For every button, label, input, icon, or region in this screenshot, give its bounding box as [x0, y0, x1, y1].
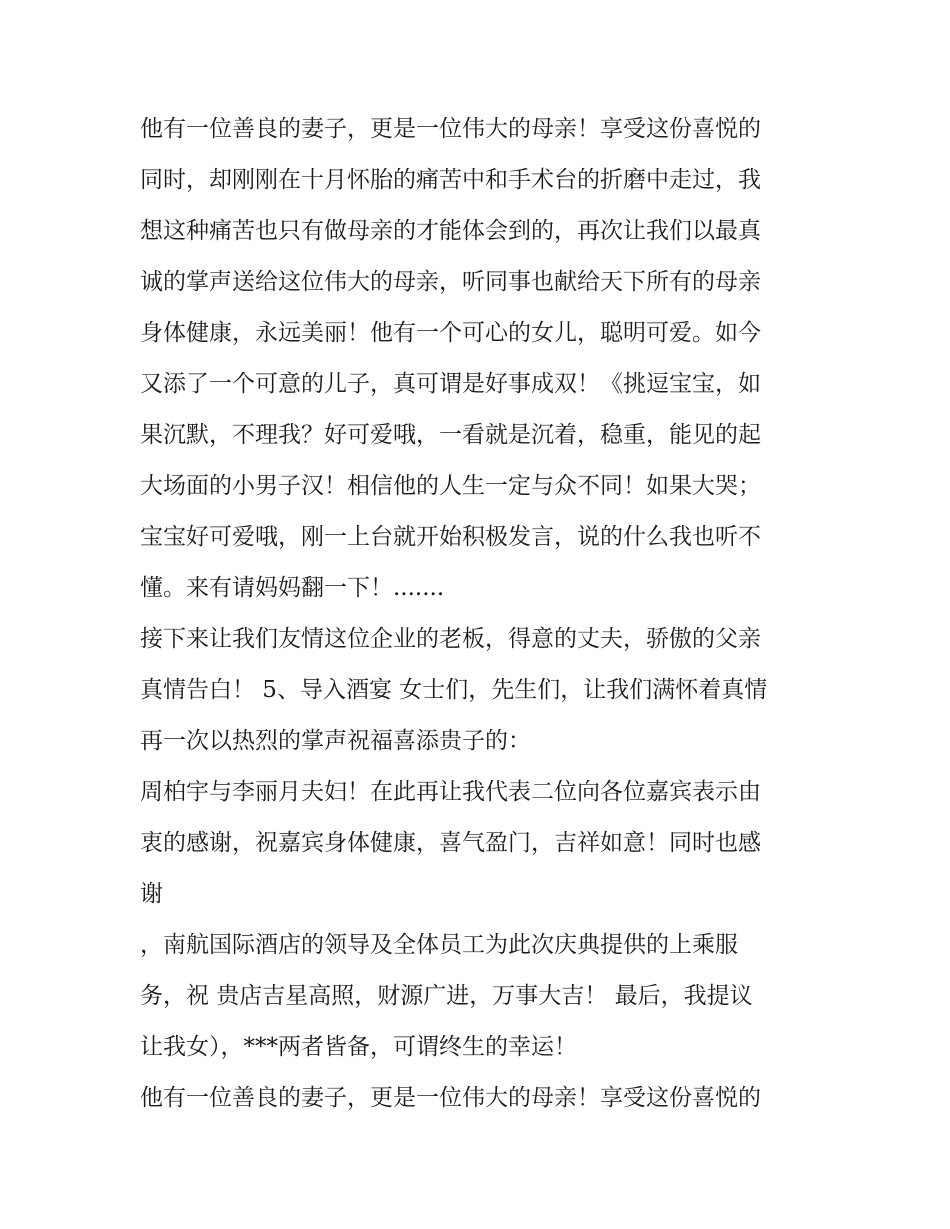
text-line: 他有一位善良的妻子，更是一位伟大的母亲！享受这份喜悦的: [140, 1085, 761, 1111]
text-line: 真情告白！ 5、导入酒宴 女士们，先生们，让我们满怀着真情: [140, 677, 768, 703]
text-line: 谢: [140, 881, 163, 907]
text-line: 大场面的小男子汉！相信他的人生一定与众不同！如果大哭；: [140, 473, 761, 499]
text-line: 又添了一个可意的儿子，真可谓是好事成双！《挑逗宝宝，如: [140, 371, 761, 397]
text-line: 懂。来有请妈妈翻一下！.......: [140, 575, 445, 601]
text-line: 让我女），***两者皆备，可谓终生的幸运！: [140, 1034, 577, 1060]
text-line: 宝宝好可爱哦，刚一上台就开始积极发言，说的什么我也听不: [140, 524, 761, 550]
text-line: 衷的感谢，祝嘉宾身体健康，喜气盈门，吉祥如意！同时也感: [140, 830, 761, 856]
text-line: 诚的掌声送给这位伟大的母亲，听同事也献给天下所有的母亲: [140, 269, 761, 295]
text-line: 务，祝 贵店吉星高照，财源广进，万事大吉！ 最后，我提议: [140, 983, 753, 1009]
text-line: 再一次以热烈的掌声祝福喜添贵子的：: [140, 728, 531, 754]
text-line: 周柏宇与李丽月夫妇！在此再让我代表二位向各位嘉宾表示由: [140, 779, 761, 805]
text-line: 接下来让我们友情这位企业的老板，得意的丈夫，骄傲的父亲: [140, 626, 761, 652]
text-line: 果沉默，不理我？好可爱哦，一看就是沉着，稳重，能见的起: [140, 422, 761, 448]
text-line: 想这种痛苦也只有做母亲的才能体会到的，再次让我们以最真: [140, 218, 761, 244]
text-line: 同时，却刚刚在十月怀胎的痛苦中和手术台的折磨中走过，我: [140, 167, 761, 193]
text-line: ，南航国际酒店的领导及全体员工为此次庆典提供的上乘服: [140, 932, 738, 958]
text-line: 身体健康，永远美丽！他有一个可心的女儿，聪明可爱。如今: [140, 320, 761, 346]
text-line: 他有一位善良的妻子，更是一位伟大的母亲！享受这份喜悦的: [140, 116, 761, 142]
